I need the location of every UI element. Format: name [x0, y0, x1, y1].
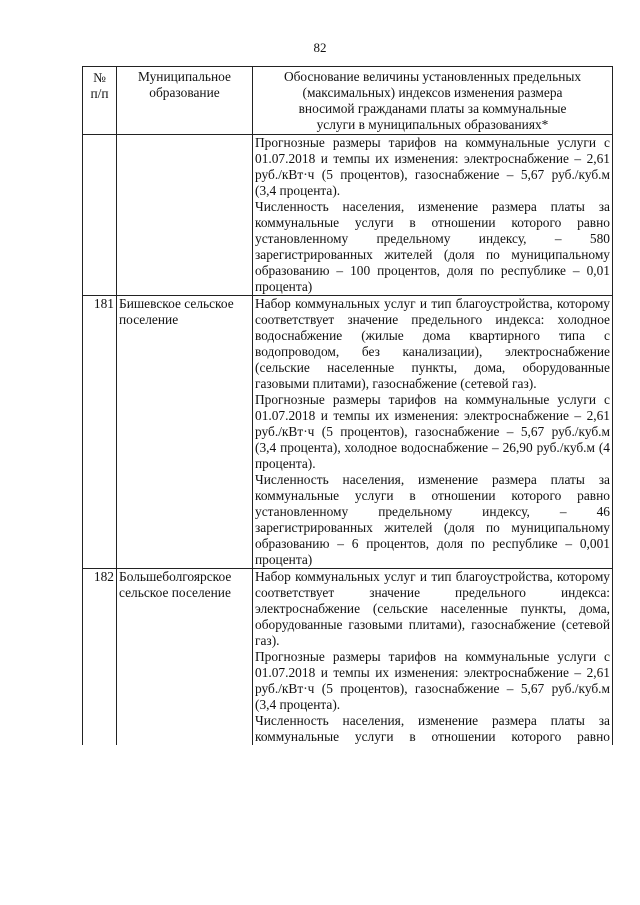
table-row — [83, 135, 613, 296]
page-number: 82 — [313, 40, 327, 55]
header-justification-line: вносимой гражданами платы за коммунальные — [298, 101, 567, 116]
table-row — [83, 296, 613, 569]
paragraph-tariffs: Прогнозные размеры тарифов на коммунальные услуги с 01.07.2018 и темпы их изменения: электроснабжение – 2,61 руб./кВт·ч (5 процентов), газоснабжение – 5,67 руб./куб.м (3,4 процента). — [255, 135, 610, 198]
header-municipality — [117, 67, 253, 135]
paragraph-tariffs: Прогнозные размеры тарифов на коммунальные услуги с 01.07.2018 и темпы их изменения: электроснабжение – 2,61 руб./кВт·ч (5 процентов), газоснабжение – 5,67 руб./куб.м (3,4 процента). — [255, 649, 610, 712]
header-justification-line: услуги в муниципальных образованиях* — [316, 117, 549, 132]
paragraph-population: Численность населения, изменение размера платы за коммунальные услуги в отношении которого равно — [255, 713, 610, 744]
paragraph-services: Набор коммунальных услуг и тип благоустройства, которому соответствует значение предельного индекса: электроснабжение (сельские населенные пункты, дома, оборудованные газовыми плитами), газоснабжение (сетевой газ). — [255, 569, 610, 648]
header-municipality-line: образование — [149, 85, 220, 100]
row-number: 182 — [83, 569, 117, 746]
header-municipality-line: Муниципальное — [138, 69, 231, 84]
header-number-line: № — [93, 70, 106, 85]
tariff-table — [82, 66, 613, 745]
row-justification — [253, 296, 613, 569]
row-justification — [253, 135, 613, 296]
header-justification-line: Обоснование величины установленных предельных — [283, 69, 582, 84]
row-municipality: Бишевское сельское поселение — [117, 296, 253, 569]
row-number — [83, 135, 117, 296]
paragraph-population: Численность населения, изменение размера платы за коммунальные услуги в отношении которого равно установленному предельному индексу, – 46 зарегистрированных жителей (доля по муниципальному образованию – 6 процентов, доля по республике – 0,001 процента) — [255, 472, 610, 567]
header-justification-line: (максимальных) индексов изменения размера — [302, 85, 563, 100]
paragraph-services: Набор коммунальных услуг и тип благоустройства, которому соответствует значение предельного индекса: холодное водоснабжение (жилые дома квартирного типа с водопроводом, без канализации), электроснабжение (сельские населенные пункты, дома, оборудованные газовыми плитами), газоснабжение (сетевой газ). — [255, 296, 610, 391]
row-municipality: Большеболгоярское сельское поселение — [117, 569, 253, 746]
table-header-row — [83, 67, 613, 135]
table-row — [83, 569, 613, 746]
row-municipality — [117, 135, 253, 296]
header-number — [83, 67, 117, 135]
paragraph-tariffs: Прогнозные размеры тарифов на коммунальные услуги с 01.07.2018 и темпы их изменения: электроснабжение – 2,61 руб./кВт·ч (5 процентов), газоснабжение – 5,67 руб./куб.м (3,4 процента), холодное водоснабжение – 26,90 руб./куб.м (4 процента). — [255, 392, 610, 471]
row-justification — [253, 569, 613, 746]
header-number-line: п/п — [90, 86, 109, 101]
paragraph-population: Численность населения, изменение размера платы за коммунальные услуги в отношении которого равно установленному предельному индексу, – 580 зарегистрированных жителей (доля по муниципальному образованию – 100 процентов, доля по республике – 0,01 процента) — [255, 199, 610, 294]
row-number: 181 — [83, 296, 117, 569]
header-justification — [253, 67, 613, 135]
